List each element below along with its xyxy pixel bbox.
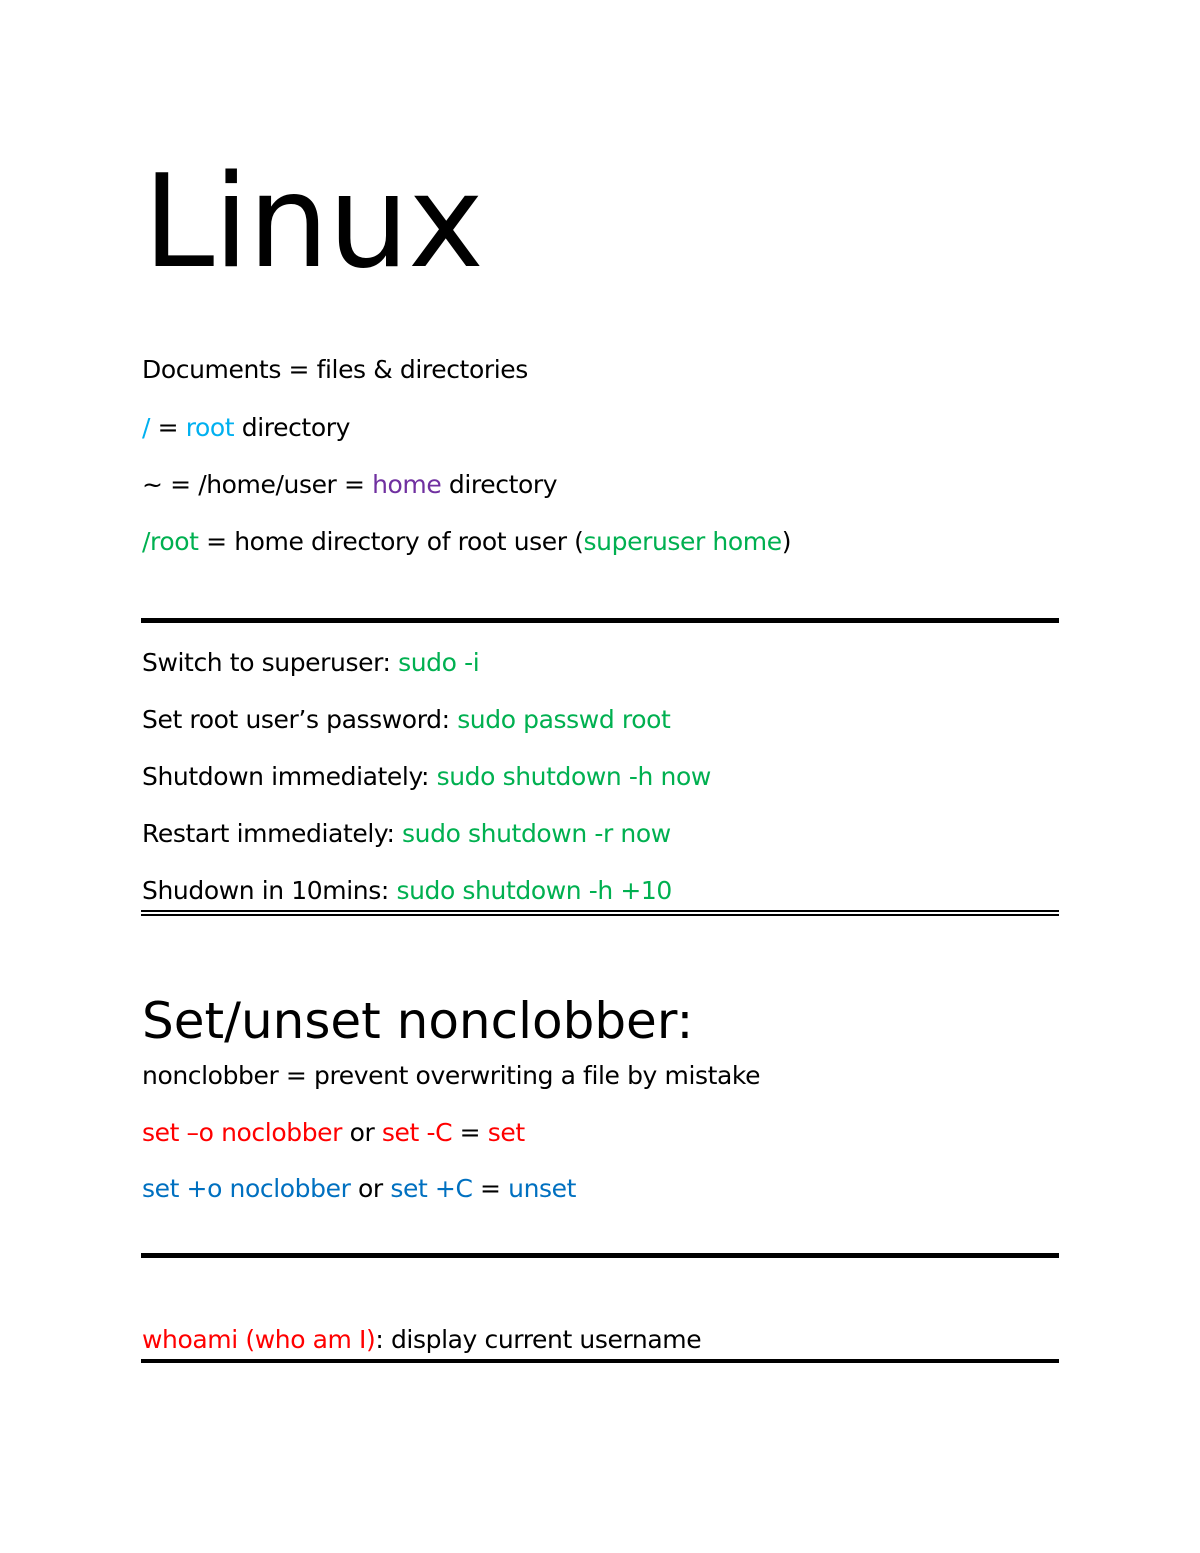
command-text: sudo passwd root [457, 705, 671, 734]
command-text: sudo -i [398, 648, 480, 677]
command-line [142, 703, 670, 737]
noclobber-definition-text: nonclobber = prevent overwriting a file by mistake [142, 1061, 761, 1090]
command-label: Shudown in 10mins: [142, 876, 397, 905]
command-text: sudo shutdown -r now [402, 819, 671, 848]
set-noclobber-command: set –o noclobber [142, 1118, 343, 1147]
unset-noclobber-command: set +o noclobber [142, 1174, 351, 1203]
whoami-command: whoami (who am I) [142, 1325, 376, 1354]
tilde-text: ~ = /home/user = [142, 470, 373, 499]
noclobber-definition [142, 1059, 760, 1093]
close-paren: ) [781, 527, 792, 556]
section-divider [141, 1359, 1059, 1363]
root-home-text: = home directory of root user ( [198, 527, 584, 556]
root-home-definition [142, 525, 791, 559]
command-line [142, 760, 711, 794]
section-divider [141, 1253, 1059, 1258]
set-result: set [487, 1118, 525, 1147]
command-label: Shutdown immediately: [142, 762, 437, 791]
noclobber-heading: Set/unset nonclobber: [142, 992, 694, 1050]
directory-text: directory [234, 413, 351, 442]
command-line [142, 646, 479, 680]
root-path: /root [142, 527, 199, 556]
whoami-description: : display current username [375, 1325, 702, 1354]
equals-text: = [452, 1118, 488, 1147]
command-line [142, 874, 672, 908]
unset-c-command: set +C [390, 1174, 473, 1203]
command-text: sudo shutdown -h now [436, 762, 711, 791]
or-text: or [342, 1118, 382, 1147]
command-label: Restart immediately: [142, 819, 403, 848]
command-label: Switch to superuser: [142, 648, 399, 677]
root-word: root [185, 413, 235, 442]
command-text: sudo shutdown -h +10 [396, 876, 672, 905]
noclobber-set-line [142, 1116, 525, 1150]
section-divider [141, 618, 1059, 623]
slash-symbol: / [142, 413, 151, 442]
root-directory-definition [142, 411, 350, 445]
or-text: or [350, 1174, 391, 1203]
noclobber-unset-line [142, 1172, 576, 1206]
equals-text: = [472, 1174, 509, 1203]
home-directory-definition [142, 468, 557, 502]
documents-text: Documents = files & directories [142, 355, 528, 384]
section-divider-double [141, 910, 1059, 916]
command-line [142, 817, 671, 851]
unset-result: unset [508, 1174, 577, 1203]
page-title: Linux [143, 148, 483, 297]
home-word: home [372, 470, 442, 499]
equals-text: = [150, 413, 186, 442]
set-c-command: set -C [381, 1118, 453, 1147]
directory-text: directory [441, 470, 558, 499]
documents-definition [142, 353, 528, 387]
superuser-home-text: superuser home [583, 527, 782, 556]
command-label: Set root user’s password: [142, 705, 458, 734]
whoami-line [142, 1323, 701, 1357]
